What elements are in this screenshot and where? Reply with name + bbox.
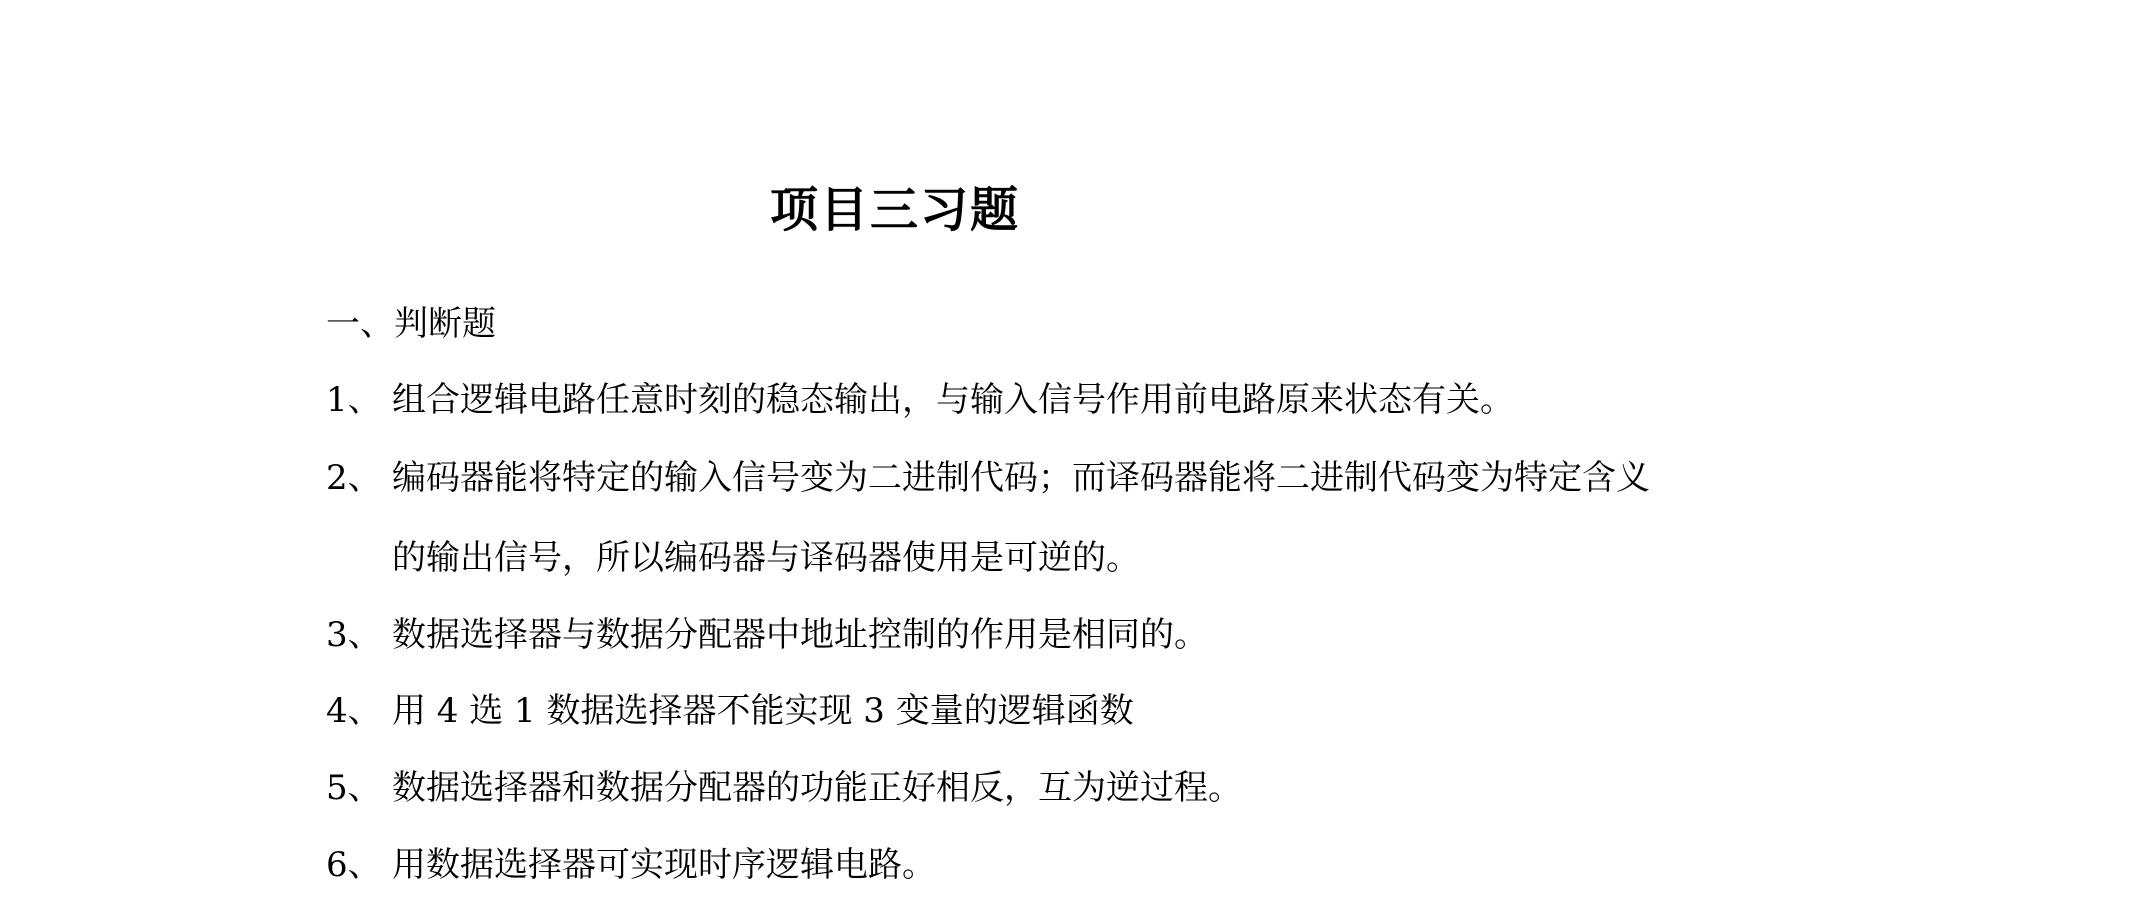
section-heading: 一、判断题 (326, 304, 496, 344)
question-2 (326, 454, 1650, 502)
question-text: 数据选择器与数据分配器中地址控制的作用是相同的。 (392, 615, 1208, 655)
question-number: 1、 (326, 380, 382, 420)
question-text: 编码器能将特定的输入信号变为二进制代码；而译码器能将二进制代码变为特定含义 (392, 458, 1650, 498)
question-text: 用 4 选 1 数据选择器不能实现 3 变量的逻辑函数 (392, 691, 1134, 731)
question-number: 4、 (326, 691, 382, 731)
question-2-continuation: 的输出信号，所以编码器与译码器使用是可逆的。 (392, 538, 1140, 578)
question-number: 5、 (326, 768, 382, 808)
question-1 (326, 376, 1514, 424)
question-text: 用数据选择器可实现时序逻辑电路。 (392, 845, 936, 885)
question-number: 6、 (326, 845, 382, 885)
question-6 (326, 841, 936, 889)
question-4 (326, 687, 1134, 735)
question-text: 数据选择器和数据分配器的功能正好相反，互为逆过程。 (392, 768, 1242, 808)
question-number: 2、 (326, 458, 382, 498)
page-title: 项目三习题 (769, 182, 1020, 238)
question-5 (326, 764, 1242, 812)
question-3 (326, 611, 1208, 659)
question-text: 组合逻辑电路任意时刻的稳态输出，与输入信号作用前电路原来状态有关。 (392, 380, 1514, 420)
question-number: 3、 (326, 615, 382, 655)
